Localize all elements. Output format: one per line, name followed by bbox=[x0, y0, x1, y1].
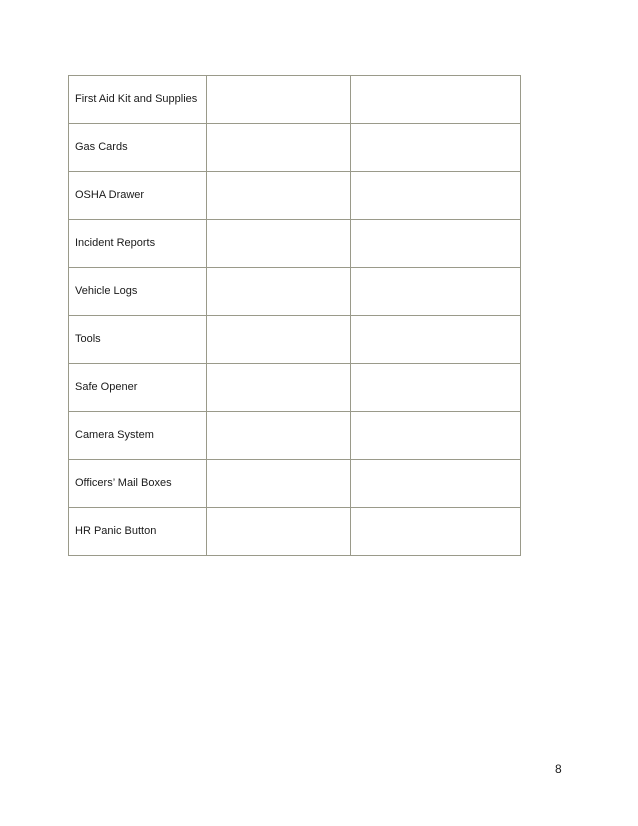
blank-cell-3 bbox=[351, 508, 521, 556]
item-cell: Officers’ Mail Boxes bbox=[69, 460, 207, 508]
blank-cell-3 bbox=[351, 124, 521, 172]
table-row bbox=[69, 172, 521, 220]
item-cell: Gas Cards bbox=[69, 124, 207, 172]
item-cell: Incident Reports bbox=[69, 220, 207, 268]
blank-cell-2 bbox=[207, 172, 351, 220]
table-row bbox=[69, 124, 521, 172]
blank-cell-3 bbox=[351, 364, 521, 412]
item-cell: OSHA Drawer bbox=[69, 172, 207, 220]
blank-cell-2 bbox=[207, 364, 351, 412]
table-row bbox=[69, 268, 521, 316]
item-cell: Camera System bbox=[69, 412, 207, 460]
blank-cell-2 bbox=[207, 460, 351, 508]
blank-cell-3 bbox=[351, 316, 521, 364]
blank-cell-2 bbox=[207, 268, 351, 316]
checklist-table bbox=[68, 75, 521, 556]
blank-cell-3 bbox=[351, 220, 521, 268]
item-cell: Safe Opener bbox=[69, 364, 207, 412]
table-row bbox=[69, 364, 521, 412]
blank-cell-2 bbox=[207, 412, 351, 460]
page-number: 8 bbox=[555, 762, 562, 776]
table-row bbox=[69, 220, 521, 268]
item-cell: HR Panic Button bbox=[69, 508, 207, 556]
item-cell: Vehicle Logs bbox=[69, 268, 207, 316]
blank-cell-3 bbox=[351, 172, 521, 220]
blank-cell-3 bbox=[351, 76, 521, 124]
table-row bbox=[69, 460, 521, 508]
blank-cell-3 bbox=[351, 412, 521, 460]
table-row bbox=[69, 76, 521, 124]
table-row bbox=[69, 316, 521, 364]
blank-cell-2 bbox=[207, 508, 351, 556]
table-row bbox=[69, 412, 521, 460]
blank-cell-2 bbox=[207, 76, 351, 124]
blank-cell-3 bbox=[351, 460, 521, 508]
blank-cell-3 bbox=[351, 268, 521, 316]
blank-cell-2 bbox=[207, 220, 351, 268]
checklist-table-body bbox=[69, 76, 521, 556]
table-row bbox=[69, 508, 521, 556]
blank-cell-2 bbox=[207, 316, 351, 364]
blank-cell-2 bbox=[207, 124, 351, 172]
item-cell: Tools bbox=[69, 316, 207, 364]
item-cell: First Aid Kit and Supplies bbox=[69, 76, 207, 124]
